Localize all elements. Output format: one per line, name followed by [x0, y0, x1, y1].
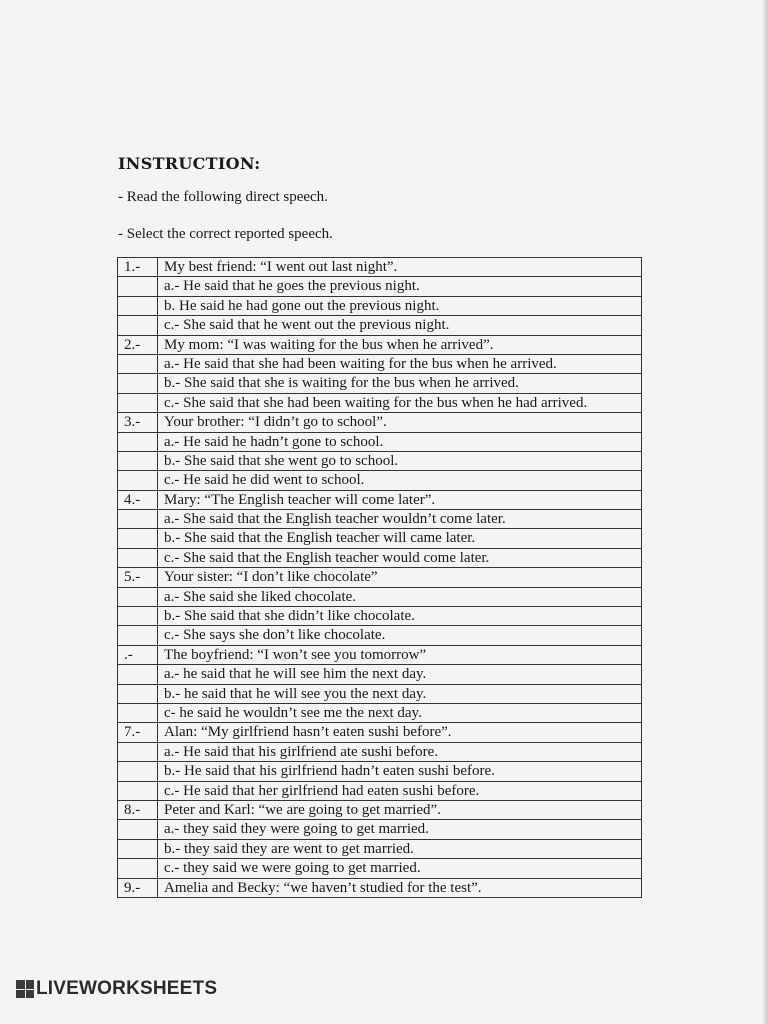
page-edge-shadow [762, 0, 768, 1024]
answer-option-row[interactable] [118, 529, 642, 548]
question-row [118, 413, 642, 432]
answer-blank-cell [118, 471, 158, 490]
answer-blank-cell [118, 820, 158, 839]
question-row [118, 800, 642, 819]
answer-option[interactable]: c.- She says she don’t like chocolate. [158, 626, 642, 645]
answer-option[interactable]: b.- She said that the English teacher will came later. [158, 529, 642, 548]
answer-option-row[interactable] [118, 374, 642, 393]
answer-option-row[interactable] [118, 471, 642, 490]
question-prompt: My best friend: “I went out last night”. [158, 258, 642, 277]
answer-option[interactable]: a.- they said they were going to get married. [158, 820, 642, 839]
answer-option[interactable]: b.- She said that she didn’t like chocolate. [158, 607, 642, 626]
answer-option[interactable]: a.- He said he hadn’t gone to school. [158, 432, 642, 451]
answer-option-row[interactable] [118, 354, 642, 373]
answer-blank-cell [118, 742, 158, 761]
question-row [118, 335, 642, 354]
answer-option-row[interactable] [118, 684, 642, 703]
question-prompt: Peter and Karl: “we are going to get married”. [158, 800, 642, 819]
question-number: 8.- [118, 800, 158, 819]
question-number: 1.- [118, 258, 158, 277]
instruction-heading: INSTRUCTION: [118, 154, 261, 173]
answer-option-row[interactable] [118, 548, 642, 567]
question-number: 5.- [118, 568, 158, 587]
question-number: 3.- [118, 413, 158, 432]
answer-blank-cell [118, 665, 158, 684]
answer-option-row[interactable] [118, 859, 642, 878]
question-prompt: Amelia and Becky: “we haven’t studied for the test”. [158, 878, 642, 897]
answer-blank-cell [118, 374, 158, 393]
answer-option-row[interactable] [118, 510, 642, 529]
answer-blank-cell [118, 859, 158, 878]
answer-option[interactable]: a.- He said that his girlfriend ate sushi before. [158, 742, 642, 761]
question-number: .- [118, 645, 158, 664]
question-prompt: Your brother: “I didn’t go to school”. [158, 413, 642, 432]
liveworksheets-logo-icon [16, 980, 34, 998]
question-prompt: Your sister: “I don’t like chocolate” [158, 568, 642, 587]
answer-option[interactable]: b.- She said that she went go to school. [158, 451, 642, 470]
answer-blank-cell [118, 277, 158, 296]
answer-blank-cell [118, 510, 158, 529]
answer-option[interactable]: c.- She said that he went out the previous night. [158, 316, 642, 335]
answer-blank-cell [118, 548, 158, 567]
footer-brand: LIVEWORKSHEETS [36, 978, 218, 999]
footer-logo [16, 978, 217, 1000]
answer-blank-cell [118, 684, 158, 703]
answer-blank-cell [118, 354, 158, 373]
instruction-line-2: - Select the correct reported speech. [118, 226, 333, 242]
answer-option[interactable]: a.- She said she liked chocolate. [158, 587, 642, 606]
answer-option-row[interactable] [118, 316, 642, 335]
question-row [118, 723, 642, 742]
answer-option-row[interactable] [118, 277, 642, 296]
question-row [118, 645, 642, 664]
question-number: 2.- [118, 335, 158, 354]
answer-option[interactable]: b. He said he had gone out the previous night. [158, 296, 642, 315]
answer-option-row[interactable] [118, 393, 642, 412]
answer-blank-cell [118, 607, 158, 626]
answer-blank-cell [118, 393, 158, 412]
answer-option[interactable]: a.- She said that the English teacher wouldn’t come later. [158, 510, 642, 529]
question-row [118, 490, 642, 509]
answer-option[interactable]: c.- they said we were going to get married. [158, 859, 642, 878]
answer-option[interactable]: b.- He said that his girlfriend hadn’t eaten sushi before. [158, 762, 642, 781]
answer-option[interactable]: c- he said he wouldn’t see me the next day. [158, 703, 642, 722]
answer-option-row[interactable] [118, 703, 642, 722]
answer-option-row[interactable] [118, 587, 642, 606]
answer-option[interactable]: a.- he said that he will see him the next day. [158, 665, 642, 684]
question-prompt: My mom: “I was waiting for the bus when he arrived”. [158, 335, 642, 354]
answer-option[interactable]: a.- He said that he goes the previous night. [158, 277, 642, 296]
answer-option[interactable]: a.- He said that she had been waiting for the bus when he arrived. [158, 354, 642, 373]
answer-option[interactable]: c.- He said he did went to school. [158, 471, 642, 490]
question-row [118, 568, 642, 587]
question-prompt: Mary: “The English teacher will come later”. [158, 490, 642, 509]
answer-option-row[interactable] [118, 626, 642, 645]
answer-blank-cell [118, 839, 158, 858]
answer-blank-cell [118, 626, 158, 645]
exercise-table [117, 257, 642, 898]
answer-option[interactable]: c.- He said that her girlfriend had eaten sushi before. [158, 781, 642, 800]
answer-blank-cell [118, 296, 158, 315]
answer-blank-cell [118, 781, 158, 800]
answer-option[interactable]: b.- he said that he will see you the next day. [158, 684, 642, 703]
answer-option[interactable]: c.- She said that she had been waiting for the bus when he had arrived. [158, 393, 642, 412]
question-number: 9.- [118, 878, 158, 897]
answer-blank-cell [118, 316, 158, 335]
answer-option-row[interactable] [118, 781, 642, 800]
question-prompt: Alan: “My girlfriend hasn’t eaten sushi before”. [158, 723, 642, 742]
answer-option[interactable]: b.- She said that she is waiting for the bus when he arrived. [158, 374, 642, 393]
answer-blank-cell [118, 703, 158, 722]
answer-option-row[interactable] [118, 432, 642, 451]
answer-option-row[interactable] [118, 607, 642, 626]
answer-option-row[interactable] [118, 451, 642, 470]
instruction-line-1: - Read the following direct speech. [118, 189, 328, 205]
question-row [118, 878, 642, 897]
answer-option[interactable]: c.- She said that the English teacher would come later. [158, 548, 642, 567]
question-number: 7.- [118, 723, 158, 742]
answer-blank-cell [118, 451, 158, 470]
question-number: 4.- [118, 490, 158, 509]
answer-option-row[interactable] [118, 742, 642, 761]
answer-blank-cell [118, 432, 158, 451]
answer-blank-cell [118, 529, 158, 548]
answer-option-row[interactable] [118, 839, 642, 858]
answer-option-row[interactable] [118, 296, 642, 315]
question-row [118, 258, 642, 277]
answer-blank-cell [118, 762, 158, 781]
answer-blank-cell [118, 587, 158, 606]
answer-option-row[interactable] [118, 820, 642, 839]
question-prompt: The boyfriend: “I won’t see you tomorrow” [158, 645, 642, 664]
answer-option-row[interactable] [118, 665, 642, 684]
answer-option[interactable]: b.- they said they are went to get married. [158, 839, 642, 858]
answer-option-row[interactable] [118, 762, 642, 781]
